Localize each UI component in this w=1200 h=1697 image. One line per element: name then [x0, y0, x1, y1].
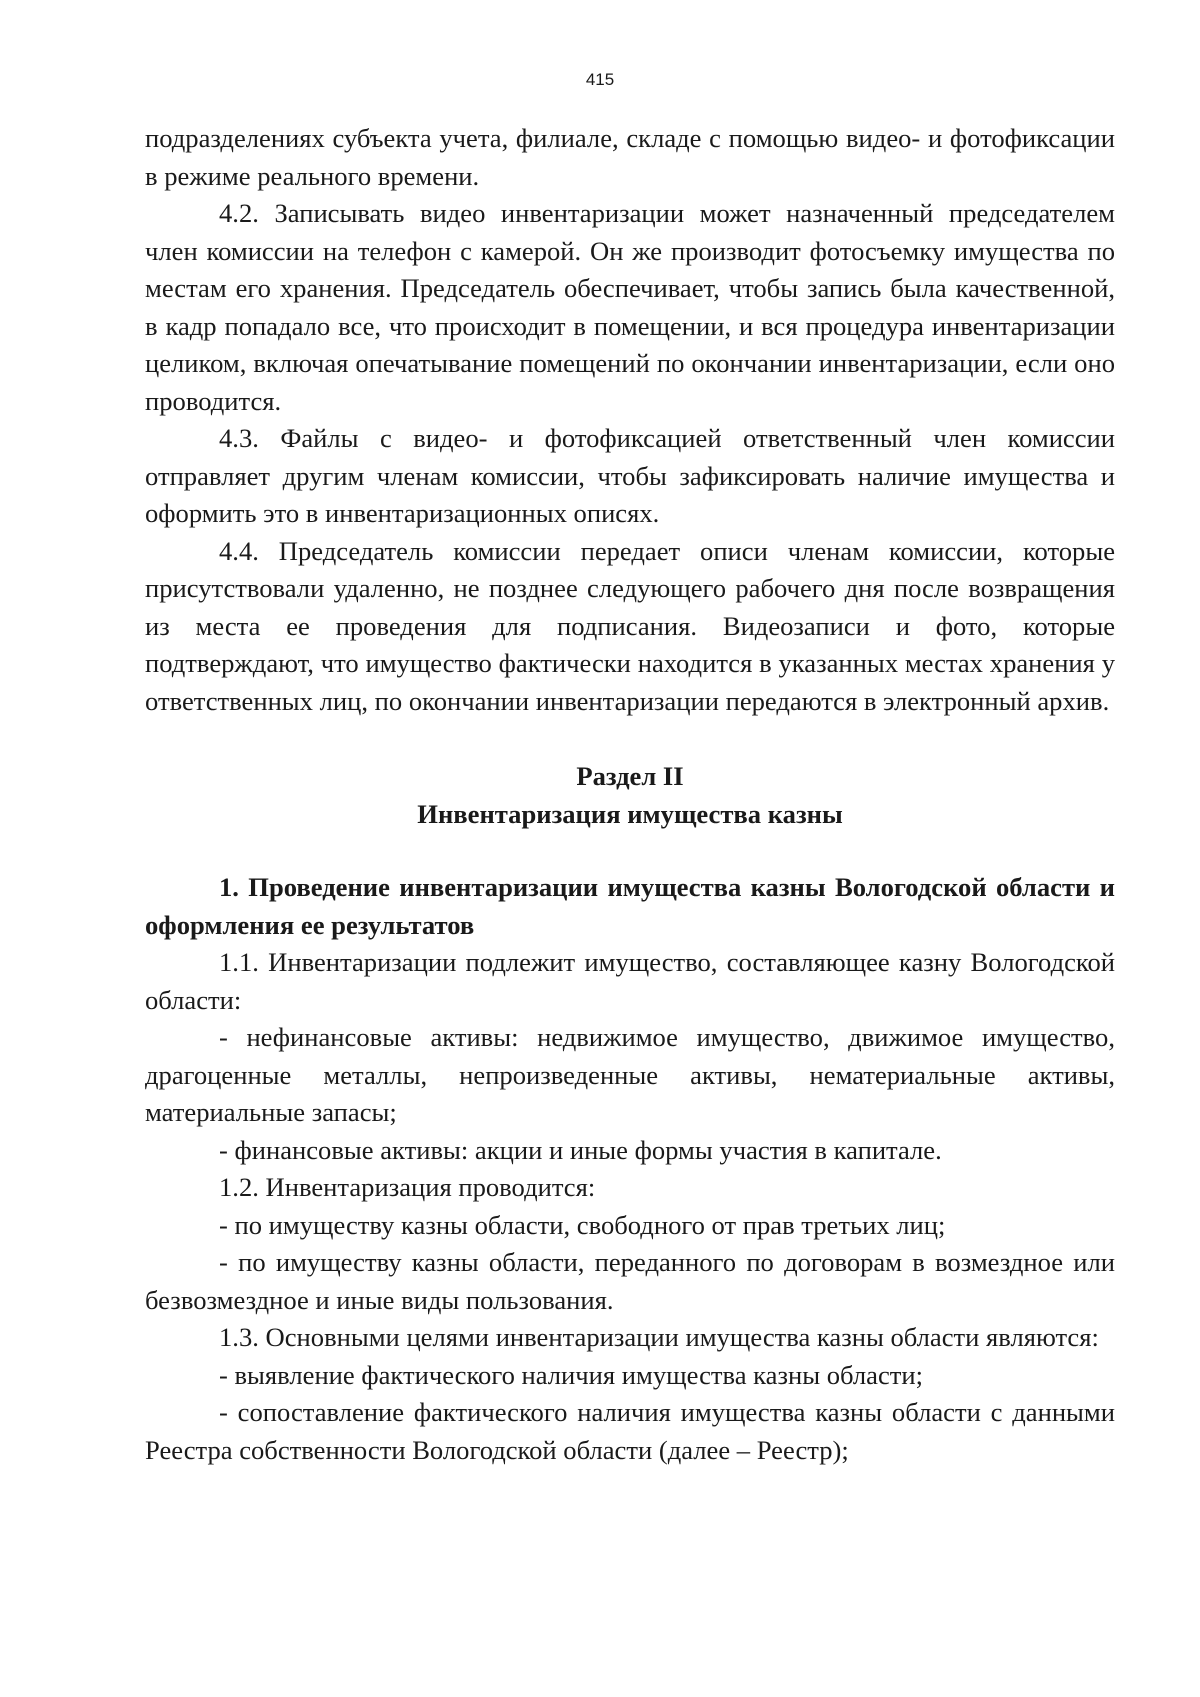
list-item: - по имуществу казны области, переданного по договорам в возмездное или безвозмездное и иные виды пользования. [145, 1247, 1115, 1315]
paragraph: 4.3. Файлы с видео- и фотофиксацией ответственный член комиссии отправляет другим членам комиссии, чтобы зафиксировать наличие имущества и оформить это в инвентаризационных описях. [145, 423, 1115, 528]
list-item: - выявление фактического наличия имущества казны области; [219, 1359, 924, 1390]
paragraph: 1.1. Инвентаризации подлежит имущество, составляющее казну Вологодской области: [145, 947, 1115, 1015]
list-item: - сопоставление фактического наличия имущества казны области с данными Реестра собственности Вологодской области (далее – Реестр); [145, 1397, 1115, 1465]
list-item: - по имуществу казны области, свободного от прав третьих лиц; [219, 1209, 946, 1240]
spacer [145, 833, 1115, 869]
paragraph: 4.2. Записывать видео инвентаризации может назначенный председателем член комиссии на телефон с камерой. Он же производит фотосъемку имущества по местам его хранения. Председатель обеспечивает, чтобы запись была качественной, в кадр попадало все, что происходит в помещении, и вся процедура инвентаризации целиком, включая опечатывание помещений по окончании инвентаризации, если оно проводится. [145, 198, 1115, 416]
list-item: - нефинансовые активы: недвижимое имущество, движимое имущество, драгоценные металлы, непроизведенные активы, нематериальные активы, материальные запасы; [145, 1022, 1115, 1127]
section-title: Инвентаризация имущества казны [417, 798, 843, 829]
page-number: 415 [585, 70, 615, 89]
list-item: - финансовые активы: акции и иные формы участия в капитале. [219, 1134, 942, 1165]
paragraph: 4.4. Председатель комиссии передает описи членам комиссии, которые присутствовали удаленно, не позднее следующего рабочего дня после возвращения из места ее проведения для подписания. Видеозаписи и фото, которые подтверждают, что имущество фактически находится в указанных местах хранения у ответственных лиц, по окончании инвентаризации передаются в электронный архив. [145, 535, 1115, 716]
spacer [145, 720, 1115, 758]
document-body [145, 120, 1115, 1469]
paragraph: 1.3. Основными целями инвентаризации имущества казны области являются: [219, 1322, 1099, 1352]
subsection-heading: 1. Проведение инвентаризации имущества казны Вологодской области и оформления ее результатов [145, 872, 1115, 940]
section-label: Раздел II [576, 761, 684, 791]
paragraph: 1.2. Инвентаризация проводится: [219, 1172, 596, 1202]
paragraph: подразделениях субъекта учета, филиале, складе с помощью видео- и фотофиксации в режиме реального времени. [145, 123, 1115, 191]
